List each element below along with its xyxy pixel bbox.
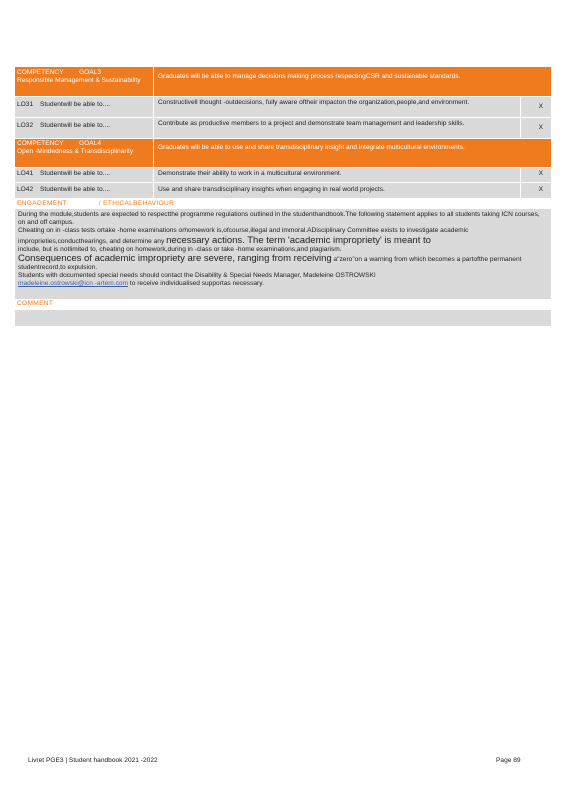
goal4-description: Graduates will be able to use and share transdisciplinary insight and integrate multicultural environments. [158,144,465,151]
lo42-description: Use and share transdisciplinary insights when engaging in real world projects. [158,186,385,193]
goal3-name: Responsible Management & Sustainability [17,77,141,84]
engagement-line2b: necessary actions. The term 'academic impropriety' is meant to [166,234,431,246]
lo42-row [15,183,551,198]
engagement-line3: include, but is notlimited to, cheating on homework,during in -class or take -home examinations,and plagiarism. [18,245,342,253]
engagement-line6 [18,280,548,288]
lo31-mark: X [538,103,543,110]
engagement-line5: Students with documented special needs should contact the Disability & Special Needs Manager, Madeleine OSTROWSKI [18,271,376,279]
lo32-mark: X [538,124,543,131]
lo41-mark: X [538,170,543,177]
lo32-code: LO32 [17,122,34,129]
lo41-code: LO41 [17,170,34,177]
engagement-line4 [18,253,548,272]
lo42-label: Studentwill be able to.... [40,186,111,193]
goal3-competency: COMPETENCY [17,69,64,76]
goal3-code: GOAL3 [79,69,101,76]
footer-page-number: Page 89 [496,757,521,764]
lo41-label: Studentwill be able to.... [40,170,111,177]
lo32-label: Studentwill be able to.... [40,122,111,129]
lo42-code: LO42 [17,186,34,193]
goal4-competency: COMPETENCY [17,140,64,147]
lo31-description: Constructivell thought -outdecisions, fully aware oftheir impacton the organization,people,and environment. [158,99,470,106]
engagement-line2 [18,227,548,246]
engagement-heading [17,200,174,207]
goal4-row [15,139,551,167]
goal3-description: Graduates will be able to manage decisions making process respectingCSR and sustainable standards. [158,73,461,80]
engagement-line1: During the module,students are expected to respectthe programme regulations outlined in the studenthandbook.The following statement applies to all students taking ICN courses, on and off campus. [18,211,540,226]
lo42-mark: X [538,186,543,193]
comment-box [15,310,551,326]
footer-left: Livret PGE3 | Student handbook 2021 -2022 [28,757,158,764]
lo31-code: LO31 [17,101,34,108]
engagement-line6-text: to receive individualised supportas necessary. [129,279,264,287]
goal4-name: Open -Mindedness & Transdisciplinarity [17,148,134,155]
lo31-label: Studentwill be able to.... [40,101,111,108]
engagement-line2a: Cheating on in -class tests ortake -home examinations orhomework is,ofcourse,illegal and immoral.ADisciplinary Committee exists to investigate academic improprieties,conducthearings, and determine any [18,227,469,245]
lo41-description: Demonstrate their ability to work in a multicultural environment. [158,170,342,177]
lo41-row [15,168,551,182]
comment-label: COMMENT [17,300,54,307]
contact-email-link[interactable]: madeleine.ostrowski@icn -artem.com [18,279,129,287]
engagement-line4b: a"zero"on [333,256,363,264]
lo32-row [15,118,551,138]
goal3-row [15,67,551,96]
lo31-row [15,97,551,117]
goal4-code: GOAL4 [79,140,101,147]
engagement-line4c: a warning from which becomes a partofthe permanent studentrecord,to expulsion. [18,256,522,272]
engagement-line4a: Consequences of academic impropriety are severe, ranging from receiving [18,253,332,265]
engagement-heading-left: ENGAGEMENT [17,200,67,207]
engagement-text [15,209,551,299]
engagement-heading-right: / ETHICALBEHAVIOUR [98,200,175,207]
lo32-description: Contribute as productive members to a project and demonstrate team management and leadership skills. [158,120,465,127]
